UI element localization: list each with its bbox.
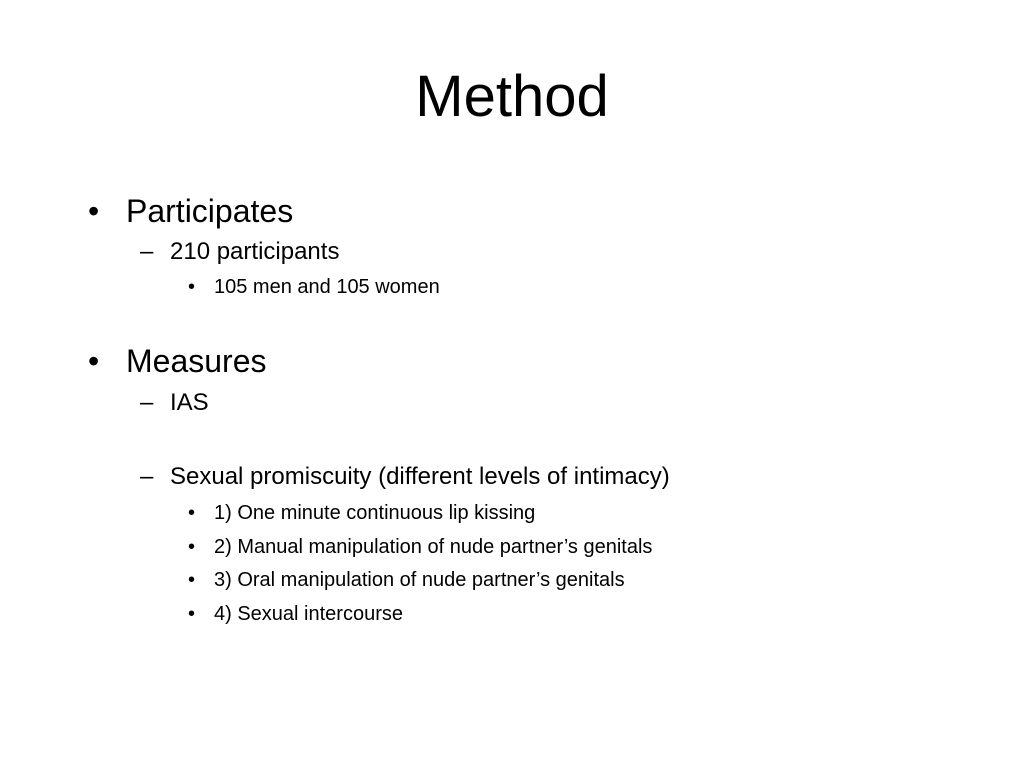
sub-sub-item-label: 2) Manual manipulation of nude partner’s genitals xyxy=(214,536,653,558)
sub-sub-item-label: 1) One minute continuous lip kissing xyxy=(214,502,536,524)
sub-item-label: IAS xyxy=(170,389,209,416)
sub-sub-item-label: 105 men and 105 women xyxy=(214,276,440,298)
sub-sub-item-label: 3) Oral manipulation of nude partner’s genitals xyxy=(214,569,625,591)
bullet-marker: • xyxy=(88,343,100,379)
dash-marker: – xyxy=(140,389,154,416)
bullet-marker: • xyxy=(188,276,196,298)
bullet-marker: • xyxy=(188,603,196,625)
bullet-marker: • xyxy=(188,502,196,524)
sub-item-label: 210 participants xyxy=(170,238,340,265)
dash-marker: – xyxy=(140,238,154,265)
bullet-marker: • xyxy=(88,193,100,229)
bullet-label: Measures xyxy=(126,343,267,379)
slide-title: Method xyxy=(415,64,609,129)
bullet-marker: • xyxy=(188,569,196,591)
dash-marker: – xyxy=(140,463,154,490)
sub-sub-item-label: 4) Sexual intercourse xyxy=(214,603,403,625)
bullet-marker: • xyxy=(188,536,196,558)
sub-item-label: Sexual promiscuity (different levels of intimacy) xyxy=(170,463,670,490)
bullet-label: Participates xyxy=(126,193,294,229)
